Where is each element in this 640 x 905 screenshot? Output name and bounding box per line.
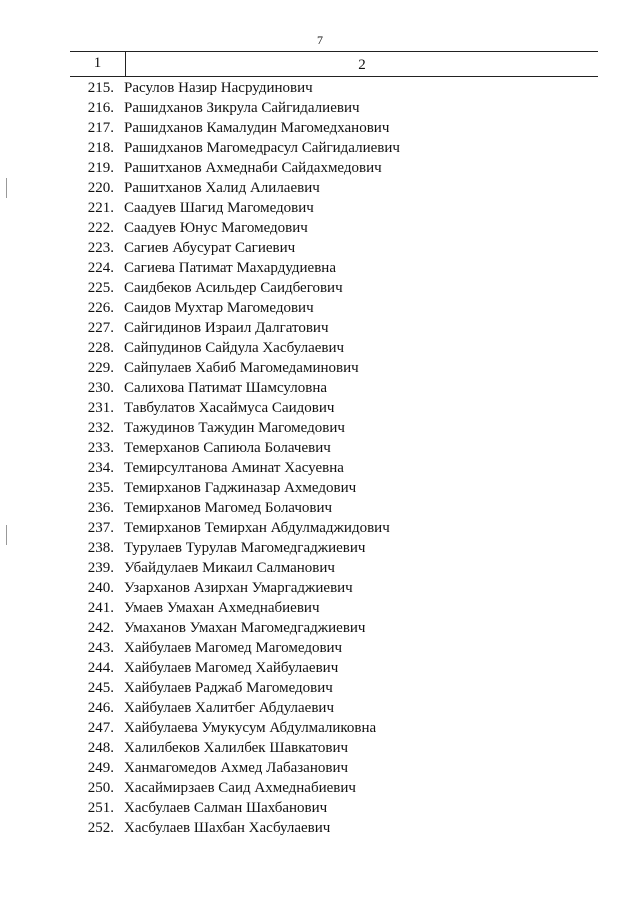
item-number: 224.: [87, 260, 114, 276]
person-name: Узарханов Азирхан Умаргаджиевич: [124, 580, 353, 596]
person-name: Хайбулаев Магомед Хайбулаевич: [124, 660, 339, 676]
person-name: Сайгидинов Израил Далгатович: [124, 320, 329, 336]
item-number: 215.: [87, 80, 114, 96]
item-number: 225.: [87, 280, 114, 296]
person-name: Рашидханов Магомедрасул Сайгидалиевич: [124, 140, 400, 156]
person-name: Темирханов Гаджиназар Ахмедович: [124, 480, 357, 496]
person-name: Рашидханов Зикрула Сайгидалиевич: [124, 100, 360, 116]
item-number: 249.: [87, 760, 114, 776]
list-item: [70, 78, 598, 98]
list-item: [70, 98, 598, 118]
list-item: [70, 238, 598, 258]
list-item: [70, 658, 598, 678]
person-name: Темирханов Темирхан Абдулмаджидович: [124, 520, 390, 536]
list-item: [70, 198, 598, 218]
person-name: Саадуев Юнус Магомедович: [124, 220, 308, 236]
item-number: 223.: [87, 240, 114, 256]
list-item: [70, 678, 598, 698]
item-number: 232.: [87, 420, 114, 436]
table-header: [70, 51, 598, 77]
list-item: [70, 618, 598, 638]
item-number: 245.: [87, 680, 114, 696]
list-item: [70, 478, 598, 498]
person-name: Сайпудинов Сайдула Хасбулаевич: [124, 340, 345, 356]
person-name: Ханмагомедов Ахмед Лабазанович: [124, 760, 349, 776]
person-name: Хасаймирзаев Саид Ахмеднабиевич: [124, 780, 356, 796]
item-number: 233.: [87, 440, 114, 456]
list-item: [70, 398, 598, 418]
item-number: 221.: [87, 200, 114, 216]
column-header-2: 2: [358, 57, 366, 73]
person-name: Сагиев Абусурат Сагиевич: [124, 240, 296, 256]
list-item: [70, 598, 598, 618]
list-item: [70, 158, 598, 178]
column-header-1: 1: [70, 52, 126, 76]
list-item: [70, 278, 598, 298]
list-item: [70, 418, 598, 438]
item-number: 226.: [87, 300, 114, 316]
person-name: Умаханов Умахан Магомедгаджиевич: [124, 620, 366, 636]
item-number: 238.: [87, 540, 114, 556]
list-item: [70, 518, 598, 538]
person-name: Темирханов Магомед Болачович: [124, 500, 333, 516]
person-name: Турулаев Турулав Магомедгаджиевич: [124, 540, 366, 556]
list-item: [70, 798, 598, 818]
person-name: Рашитханов Халид Алилаевич: [124, 180, 320, 196]
item-number: 222.: [87, 220, 114, 236]
item-number: 227.: [87, 320, 114, 336]
list-item: [70, 718, 598, 738]
list-item: [70, 538, 598, 558]
person-name: Хайбулаев Раджаб Магомедович: [124, 680, 333, 696]
item-number: 241.: [87, 600, 114, 616]
item-number: 237.: [87, 520, 114, 536]
list-item: [70, 558, 598, 578]
person-name: Убайдулаев Микаил Салманович: [124, 560, 335, 576]
item-number: 239.: [87, 560, 114, 576]
person-name: Халилбеков Халилбек Шавкатович: [124, 740, 349, 756]
person-name: Расулов Назир Насрудинович: [124, 80, 313, 96]
list-item: [70, 818, 598, 838]
item-number: 216.: [87, 100, 114, 116]
item-number: 228.: [87, 340, 114, 356]
person-name: Темерханов Сапиюла Болачевич: [124, 440, 331, 456]
item-number: 250.: [87, 780, 114, 796]
person-name: Тажудинов Тажудин Магомедович: [124, 420, 345, 436]
list-item: [70, 298, 598, 318]
item-number: 219.: [87, 160, 114, 176]
item-number: 251.: [87, 800, 114, 816]
person-name: Саадуев Шагид Магомедович: [124, 200, 314, 216]
item-number: 240.: [87, 580, 114, 596]
item-number: 248.: [87, 740, 114, 756]
person-name: Саидов Мухтар Магомедович: [124, 300, 314, 316]
person-name: Хасбулаев Салман Шахбанович: [124, 800, 328, 816]
item-number: 244.: [87, 660, 114, 676]
list-item: [70, 378, 598, 398]
person-name: Тавбулатов Хасаймуса Саидович: [124, 400, 335, 416]
scan-margin-mark: [6, 525, 7, 545]
item-number: 246.: [87, 700, 114, 716]
list-item: [70, 358, 598, 378]
person-name: Рашитханов Ахмеднаби Сайдахмедович: [124, 160, 382, 176]
person-name: Темирсултанова Аминат Хасуевна: [124, 460, 344, 476]
list-item: [70, 178, 598, 198]
list-item: [70, 458, 598, 478]
list-item: [70, 218, 598, 238]
list-item: [70, 778, 598, 798]
person-name: Хайбулаева Умукусум Абдулмаликовна: [124, 720, 377, 736]
item-number: 231.: [87, 400, 114, 416]
list-item: [70, 638, 598, 658]
person-name: Умаев Умахан Ахмеднабиевич: [124, 600, 320, 616]
list-item: [70, 738, 598, 758]
person-name: Саидбеков Асильдер Саидбегович: [124, 280, 343, 296]
person-name: Сайпулаев Хабиб Магомедаминович: [124, 360, 359, 376]
list-item: [70, 438, 598, 458]
person-name: Хайбулаев Халитбег Абдулаевич: [124, 700, 334, 716]
list-item: [70, 258, 598, 278]
list-item: [70, 578, 598, 598]
person-name: Рашидханов Камалудин Магомедханович: [124, 120, 390, 136]
list-item: [70, 118, 598, 138]
person-name: Хайбулаев Магомед Магомедович: [124, 640, 343, 656]
person-name: Хасбулаев Шахбан Хасбулаевич: [124, 820, 331, 836]
item-number: 247.: [87, 720, 114, 736]
scan-margin-mark: [6, 178, 7, 198]
item-number: 235.: [87, 480, 114, 496]
list-item: [70, 498, 598, 518]
list-item: [70, 338, 598, 358]
item-number: 242.: [87, 620, 114, 636]
person-name: Сагиева Патимат Махардудиевна: [124, 260, 336, 276]
item-number: 229.: [87, 360, 114, 376]
item-number: 236.: [87, 500, 114, 516]
person-name: Салихова Патимат Шамсуловна: [124, 380, 328, 396]
item-number: 230.: [87, 380, 114, 396]
list-item: [70, 138, 598, 158]
item-number: 220.: [87, 180, 114, 196]
name-list: [70, 78, 598, 838]
page-number: 7: [317, 33, 323, 47]
item-number: 243.: [87, 640, 114, 656]
item-number: 252.: [87, 820, 114, 836]
item-number: 218.: [87, 140, 114, 156]
item-number: 217.: [87, 120, 114, 136]
list-item: [70, 758, 598, 778]
item-number: 234.: [87, 460, 114, 476]
list-item: [70, 318, 598, 338]
list-item: [70, 698, 598, 718]
